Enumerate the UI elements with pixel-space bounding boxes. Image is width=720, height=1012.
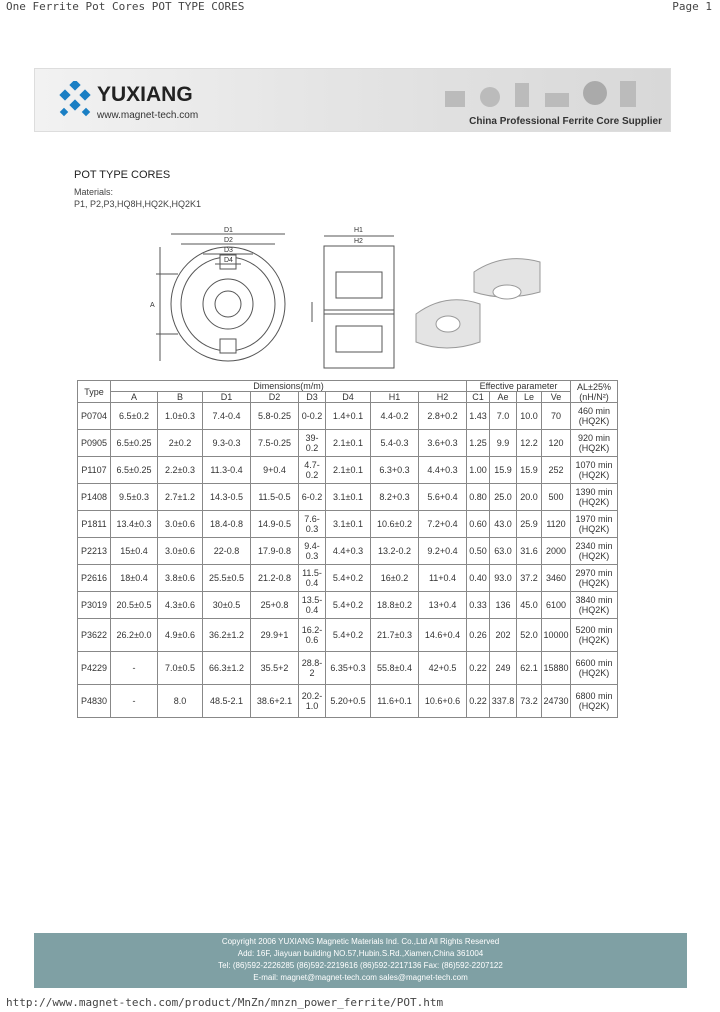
cell-ve: 500 bbox=[542, 484, 571, 511]
cell-c1: 1.43 bbox=[467, 403, 490, 430]
cell-c1: 0.60 bbox=[467, 511, 490, 538]
materials-label: Materials: bbox=[74, 187, 114, 197]
brand-url[interactable]: www.magnet-tech.com bbox=[97, 110, 199, 121]
page-url: http://www.magnet-tech.com/product/MnZn/mnzn_power_ferrite/POT.htm bbox=[6, 996, 444, 1009]
label-d4: D4 bbox=[224, 257, 233, 264]
cell-le: 10.0 bbox=[517, 403, 542, 430]
cell-h1: 13.2-0.2 bbox=[371, 538, 419, 565]
cell-d1: 36.2±1.2 bbox=[203, 619, 251, 652]
cell-h1: 8.2+0.3 bbox=[371, 484, 419, 511]
table-row bbox=[78, 685, 618, 718]
cell-d1: 14.3-0.5 bbox=[203, 484, 251, 511]
al-label: AL±25% bbox=[577, 381, 611, 392]
footer bbox=[34, 933, 687, 988]
cell-d4: 3.1±0.1 bbox=[326, 511, 371, 538]
cell-ve: 2000 bbox=[542, 538, 571, 565]
col-h1: H1 bbox=[371, 392, 419, 403]
cell-b: 4.3±0.6 bbox=[158, 592, 203, 619]
cell-le: 25.9 bbox=[517, 511, 542, 538]
cell-b: 8.0 bbox=[158, 685, 203, 718]
cell-h2: 14.6+0.4 bbox=[419, 619, 467, 652]
cell-a: 6.5±0.25 bbox=[111, 457, 158, 484]
cell-h1: 10.6±0.2 bbox=[371, 511, 419, 538]
cell-a: 18±0.4 bbox=[111, 565, 158, 592]
cell-type: P2213 bbox=[78, 538, 111, 565]
product-photos bbox=[435, 73, 655, 113]
cell-type: P3019 bbox=[78, 592, 111, 619]
cell-a: - bbox=[111, 685, 158, 718]
col-d3: D3 bbox=[299, 392, 326, 403]
col-type: Type bbox=[78, 381, 111, 403]
col-a: A bbox=[111, 392, 158, 403]
cell-ve: 6100 bbox=[542, 592, 571, 619]
cell-le: 12.2 bbox=[517, 430, 542, 457]
cell-ve: 3460 bbox=[542, 565, 571, 592]
cell-d4: 2.1±0.1 bbox=[326, 457, 371, 484]
cell-h1: 11.6+0.1 bbox=[371, 685, 419, 718]
cell-b: 1.0±0.3 bbox=[158, 403, 203, 430]
cell-ae: 7.0 bbox=[490, 403, 517, 430]
cell-d3: 28.8-2 bbox=[299, 652, 326, 685]
cell-d2: 11.5-0.5 bbox=[251, 484, 299, 511]
cell-d2: 25+0.8 bbox=[251, 592, 299, 619]
cell-a: 13.4±0.3 bbox=[111, 511, 158, 538]
cell-ae: 9.9 bbox=[490, 430, 517, 457]
col-c1: C1 bbox=[467, 392, 490, 403]
cell-ve: 15880 bbox=[542, 652, 571, 685]
cell-type: P4830 bbox=[78, 685, 111, 718]
cell-le: 45.0 bbox=[517, 592, 542, 619]
label-d3: D3 bbox=[224, 247, 233, 254]
pot-core-spec-table bbox=[77, 380, 618, 718]
col-d1: D1 bbox=[203, 392, 251, 403]
cell-d3: 16.2-0.6 bbox=[299, 619, 326, 652]
cell-d4: 3.1±0.1 bbox=[326, 484, 371, 511]
cell-ve: 10000 bbox=[542, 619, 571, 652]
company-slogan: China Professional Ferrite Core Supplier bbox=[469, 116, 662, 127]
cell-al: 460 min (HQ2K) bbox=[571, 403, 618, 430]
cell-b: 3.8±0.6 bbox=[158, 565, 203, 592]
cell-al: 6600 min (HQ2K) bbox=[571, 652, 618, 685]
cell-type: P4229 bbox=[78, 652, 111, 685]
cell-h2: 13+0.4 bbox=[419, 592, 467, 619]
col-h2: H2 bbox=[419, 392, 467, 403]
cell-a: 26.2±0.0 bbox=[111, 619, 158, 652]
page-header-title: One Ferrite Pot Cores POT TYPE CORES bbox=[6, 0, 245, 13]
materials-list: P1, P2,P3,HQ8H,HQ2K,HQ2K1 bbox=[74, 199, 202, 209]
cell-a: 6.5±0.25 bbox=[111, 430, 158, 457]
label-d1: D1 bbox=[224, 227, 233, 234]
cell-d4: 5.4+0.2 bbox=[326, 565, 371, 592]
cell-ae: 43.0 bbox=[490, 511, 517, 538]
cell-al: 1970 min (HQ2K) bbox=[571, 511, 618, 538]
cell-b: 3.0±0.6 bbox=[158, 538, 203, 565]
cell-b: 7.0±0.5 bbox=[158, 652, 203, 685]
footer-email[interactable]: E-mail: magnet@magnet-tech.com sales@magnet-tech.com bbox=[253, 973, 468, 982]
cell-d4: 5.4+0.2 bbox=[326, 619, 371, 652]
cell-c1: 0.22 bbox=[467, 685, 490, 718]
label-h1: H1 bbox=[354, 227, 363, 234]
col-d4: D4 bbox=[326, 392, 371, 403]
cell-ve: 24730 bbox=[542, 685, 571, 718]
cell-c1: 0.33 bbox=[467, 592, 490, 619]
cell-le: 62.1 bbox=[517, 652, 542, 685]
cell-ae: 93.0 bbox=[490, 565, 517, 592]
cell-ae: 25.0 bbox=[490, 484, 517, 511]
cell-type: P0704 bbox=[78, 403, 111, 430]
cell-d2: 29.9+1 bbox=[251, 619, 299, 652]
cell-d1: 48.5-2.1 bbox=[203, 685, 251, 718]
table-row bbox=[78, 403, 618, 430]
logo-icon bbox=[57, 81, 97, 121]
cell-type: P1408 bbox=[78, 484, 111, 511]
cell-ae: 202 bbox=[490, 619, 517, 652]
cell-b: 4.9±0.6 bbox=[158, 619, 203, 652]
table-row bbox=[78, 538, 618, 565]
cell-le: 20.0 bbox=[517, 484, 542, 511]
cell-ve: 70 bbox=[542, 403, 571, 430]
pot-core-drawing bbox=[140, 222, 600, 372]
cell-h2: 9.2+0.4 bbox=[419, 538, 467, 565]
label-d2: D2 bbox=[224, 237, 233, 244]
cell-al: 6800 min (HQ2K) bbox=[571, 685, 618, 718]
cell-type: P1107 bbox=[78, 457, 111, 484]
cell-d4: 5.20+0.5 bbox=[326, 685, 371, 718]
cell-ve: 1120 bbox=[542, 511, 571, 538]
company-banner bbox=[34, 68, 671, 132]
cell-h1: 5.4-0.3 bbox=[371, 430, 419, 457]
cell-d3: 4.7-0.2 bbox=[299, 457, 326, 484]
cell-h1: 4.4-0.2 bbox=[371, 403, 419, 430]
cell-h2: 4.4+0.3 bbox=[419, 457, 467, 484]
footer-phone: Tel: (86)592-2226285 (86)592-2219616 (86)592-2217136 Fax: (86)592-2207122 bbox=[218, 961, 503, 970]
cell-c1: 1.25 bbox=[467, 430, 490, 457]
cell-h2: 3.6+0.3 bbox=[419, 430, 467, 457]
cell-type: P3622 bbox=[78, 619, 111, 652]
col-ae: Ae bbox=[490, 392, 517, 403]
cell-al: 2970 min (HQ2K) bbox=[571, 565, 618, 592]
cell-d1: 22-0.8 bbox=[203, 538, 251, 565]
cell-d3: 7.6-0.3 bbox=[299, 511, 326, 538]
cell-h2: 10.6+0.6 bbox=[419, 685, 467, 718]
cell-d1: 25.5±0.5 bbox=[203, 565, 251, 592]
col-ve: Ve bbox=[542, 392, 571, 403]
footer-copyright: Copyright 2006 YUXIANG Magnetic Materials Ind. Co.,Ltd All Rights Reserved bbox=[221, 937, 500, 946]
al-unit: (nH/N²) bbox=[579, 391, 609, 402]
cell-d4: 4.4+0.3 bbox=[326, 538, 371, 565]
cell-h1: 21.7±0.3 bbox=[371, 619, 419, 652]
cell-d2: 38.6+2.1 bbox=[251, 685, 299, 718]
cell-h2: 11+0.4 bbox=[419, 565, 467, 592]
cell-type: P0905 bbox=[78, 430, 111, 457]
table-row bbox=[78, 565, 618, 592]
cell-d1: 66.3±1.2 bbox=[203, 652, 251, 685]
cell-le: 52.0 bbox=[517, 619, 542, 652]
cell-ae: 249 bbox=[490, 652, 517, 685]
cell-d4: 2.1±0.1 bbox=[326, 430, 371, 457]
cell-a: - bbox=[111, 652, 158, 685]
label-h2: H2 bbox=[354, 238, 363, 245]
cell-ae: 15.9 bbox=[490, 457, 517, 484]
cell-d1: 7.4-0.4 bbox=[203, 403, 251, 430]
brand-name: YUXIANG bbox=[97, 83, 193, 106]
cell-le: 37.2 bbox=[517, 565, 542, 592]
cell-d2: 9+0.4 bbox=[251, 457, 299, 484]
cell-h1: 6.3+0.3 bbox=[371, 457, 419, 484]
cell-d1: 18.4-0.8 bbox=[203, 511, 251, 538]
cell-h1: 16±0.2 bbox=[371, 565, 419, 592]
cell-d3: 6-0.2 bbox=[299, 484, 326, 511]
cell-d3: 39-0.2 bbox=[299, 430, 326, 457]
cell-c1: 0.50 bbox=[467, 538, 490, 565]
footer-address: Add: 16F, Jiayuan building NO.57,Hubin.S.Rd.,Xiamen,China 361004 bbox=[237, 949, 484, 958]
cell-c1: 0.26 bbox=[467, 619, 490, 652]
cell-d3: 9.4-0.3 bbox=[299, 538, 326, 565]
cell-d3: 11.5-0.4 bbox=[299, 565, 326, 592]
cell-c1: 0.22 bbox=[467, 652, 490, 685]
cell-d4: 5.4+0.2 bbox=[326, 592, 371, 619]
cell-d2: 35.5+2 bbox=[251, 652, 299, 685]
table-row bbox=[78, 619, 618, 652]
cell-al: 920 min (HQ2K) bbox=[571, 430, 618, 457]
cell-d2: 21.2-0.8 bbox=[251, 565, 299, 592]
cell-le: 73.2 bbox=[517, 685, 542, 718]
effective-group-header: Effective parameter bbox=[467, 381, 571, 392]
col-d2: D2 bbox=[251, 392, 299, 403]
col-al bbox=[571, 381, 618, 403]
cell-d2: 17.9-0.8 bbox=[251, 538, 299, 565]
cell-b: 3.0±0.6 bbox=[158, 511, 203, 538]
cell-type: P2616 bbox=[78, 565, 111, 592]
cell-h1: 55.8±0.4 bbox=[371, 652, 419, 685]
cell-al: 3840 min (HQ2K) bbox=[571, 592, 618, 619]
section-title: POT TYPE CORES bbox=[74, 169, 171, 181]
cell-d1: 11.3-0.4 bbox=[203, 457, 251, 484]
cell-h1: 18.8±0.2 bbox=[371, 592, 419, 619]
cell-c1: 1.00 bbox=[467, 457, 490, 484]
cell-d4: 1.4+0.1 bbox=[326, 403, 371, 430]
cell-al: 5200 min (HQ2K) bbox=[571, 619, 618, 652]
cell-d1: 30±0.5 bbox=[203, 592, 251, 619]
cell-h2: 2.8+0.2 bbox=[419, 403, 467, 430]
cell-d3: 0-0.2 bbox=[299, 403, 326, 430]
cell-b: 2.7±1.2 bbox=[158, 484, 203, 511]
cell-al: 2340 min (HQ2K) bbox=[571, 538, 618, 565]
label-a: A bbox=[150, 302, 155, 309]
cell-ve: 252 bbox=[542, 457, 571, 484]
table-row bbox=[78, 652, 618, 685]
col-b: B bbox=[158, 392, 203, 403]
cell-d2: 7.5-0.25 bbox=[251, 430, 299, 457]
table-row bbox=[78, 484, 618, 511]
cell-al: 1070 min (HQ2K) bbox=[571, 457, 618, 484]
table-row bbox=[78, 592, 618, 619]
cell-c1: 0.80 bbox=[467, 484, 490, 511]
cell-h2: 5.6+0.4 bbox=[419, 484, 467, 511]
cell-ae: 136 bbox=[490, 592, 517, 619]
cell-a: 20.5±0.5 bbox=[111, 592, 158, 619]
cell-d3: 13.5-0.4 bbox=[299, 592, 326, 619]
cell-a: 9.5±0.3 bbox=[111, 484, 158, 511]
cell-a: 15±0.4 bbox=[111, 538, 158, 565]
cell-d4: 6.35+0.3 bbox=[326, 652, 371, 685]
cell-d2: 14.9-0.5 bbox=[251, 511, 299, 538]
col-le: Le bbox=[517, 392, 542, 403]
cell-le: 15.9 bbox=[517, 457, 542, 484]
cell-h2: 7.2+0.4 bbox=[419, 511, 467, 538]
cell-ae: 63.0 bbox=[490, 538, 517, 565]
table-row bbox=[78, 457, 618, 484]
cell-al: 1390 min (HQ2K) bbox=[571, 484, 618, 511]
cell-d3: 20.2-1.0 bbox=[299, 685, 326, 718]
cell-le: 31.6 bbox=[517, 538, 542, 565]
cell-d2: 5.8-0.25 bbox=[251, 403, 299, 430]
cell-c1: 0.40 bbox=[467, 565, 490, 592]
cell-b: 2±0.2 bbox=[158, 430, 203, 457]
table-row bbox=[78, 511, 618, 538]
cell-b: 2.2±0.3 bbox=[158, 457, 203, 484]
table-row bbox=[78, 430, 618, 457]
cell-ve: 120 bbox=[542, 430, 571, 457]
page-number: Page 1 bbox=[672, 0, 712, 13]
cell-ae: 337.8 bbox=[490, 685, 517, 718]
cell-h2: 42+0.5 bbox=[419, 652, 467, 685]
cell-a: 6.5±0.2 bbox=[111, 403, 158, 430]
dimensions-group-header: Dimensions(m/m) bbox=[111, 381, 467, 392]
cell-d1: 9.3-0.3 bbox=[203, 430, 251, 457]
cell-type: P1811 bbox=[78, 511, 111, 538]
